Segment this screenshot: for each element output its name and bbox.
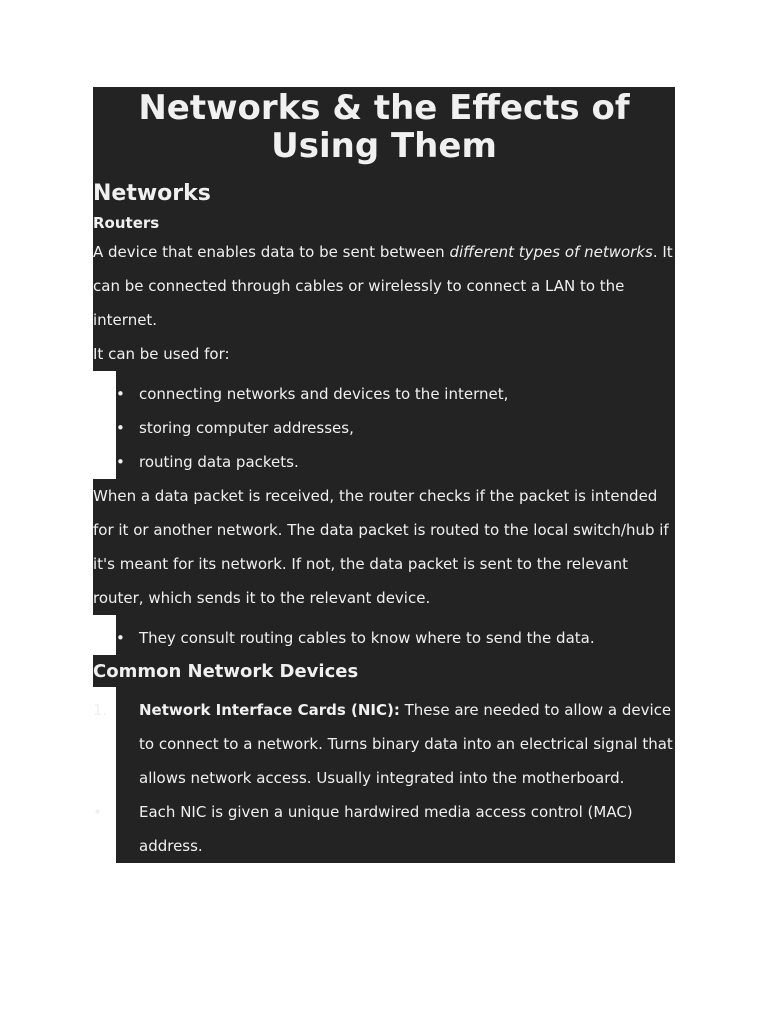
list-item: 1. Network Interface Cards (NIC): These are needed to allow a device to connect to a network. Turns binary data into an electrical signal that allows network access. Usually integrated into the motherboard. — [116, 693, 675, 795]
list-item: • Each NIC is given a unique hardwired media access control (MAC) address. — [116, 795, 675, 863]
nic-term: Network Interface Cards (NIC): — [139, 701, 400, 719]
routing-note-list — [116, 615, 675, 655]
list-item: • storing computer addresses, — [116, 411, 675, 445]
bullet-icon: • — [116, 385, 125, 403]
bullet-icon: • — [116, 419, 125, 437]
list-number: 1. — [93, 701, 108, 719]
uses-list — [116, 371, 675, 479]
bullet-icon: • — [93, 803, 102, 821]
list-item: • connecting networks and devices to the internet, — [116, 377, 675, 411]
routers-intro-paragraph: A device that enables data to be sent between different types of networks. It can be connected through cables or wirelessly to connect a LAN to the internet. — [93, 243, 673, 329]
devices-list — [93, 687, 675, 863]
section-heading-networks: Networks — [93, 181, 211, 206]
document-page — [93, 87, 675, 863]
subheading-routers: Routers — [93, 214, 160, 232]
list-item: • routing data packets. — [116, 445, 675, 479]
devices-heading-block — [93, 655, 675, 687]
router-process-paragraph: When a data packet is received, the router checks if the packet is intended for it or another network. The data packet is routed to the local switch/hub if it's meant for its network. If not, the data packet is sent to the relevant router, which sends it to the relevant device. — [93, 487, 669, 607]
page-title: Networks & the Effects of Using Them — [138, 88, 630, 166]
router-process-block — [93, 479, 675, 615]
list-item: • They consult routing cables to know where to send the data. — [116, 621, 675, 655]
title-block — [93, 87, 675, 371]
bullet-icon: • — [116, 629, 125, 647]
uses-label: It can be used for: — [93, 345, 230, 363]
subheading-common-network-devices: Common Network Devices — [93, 661, 359, 682]
bullet-icon: • — [116, 453, 125, 471]
